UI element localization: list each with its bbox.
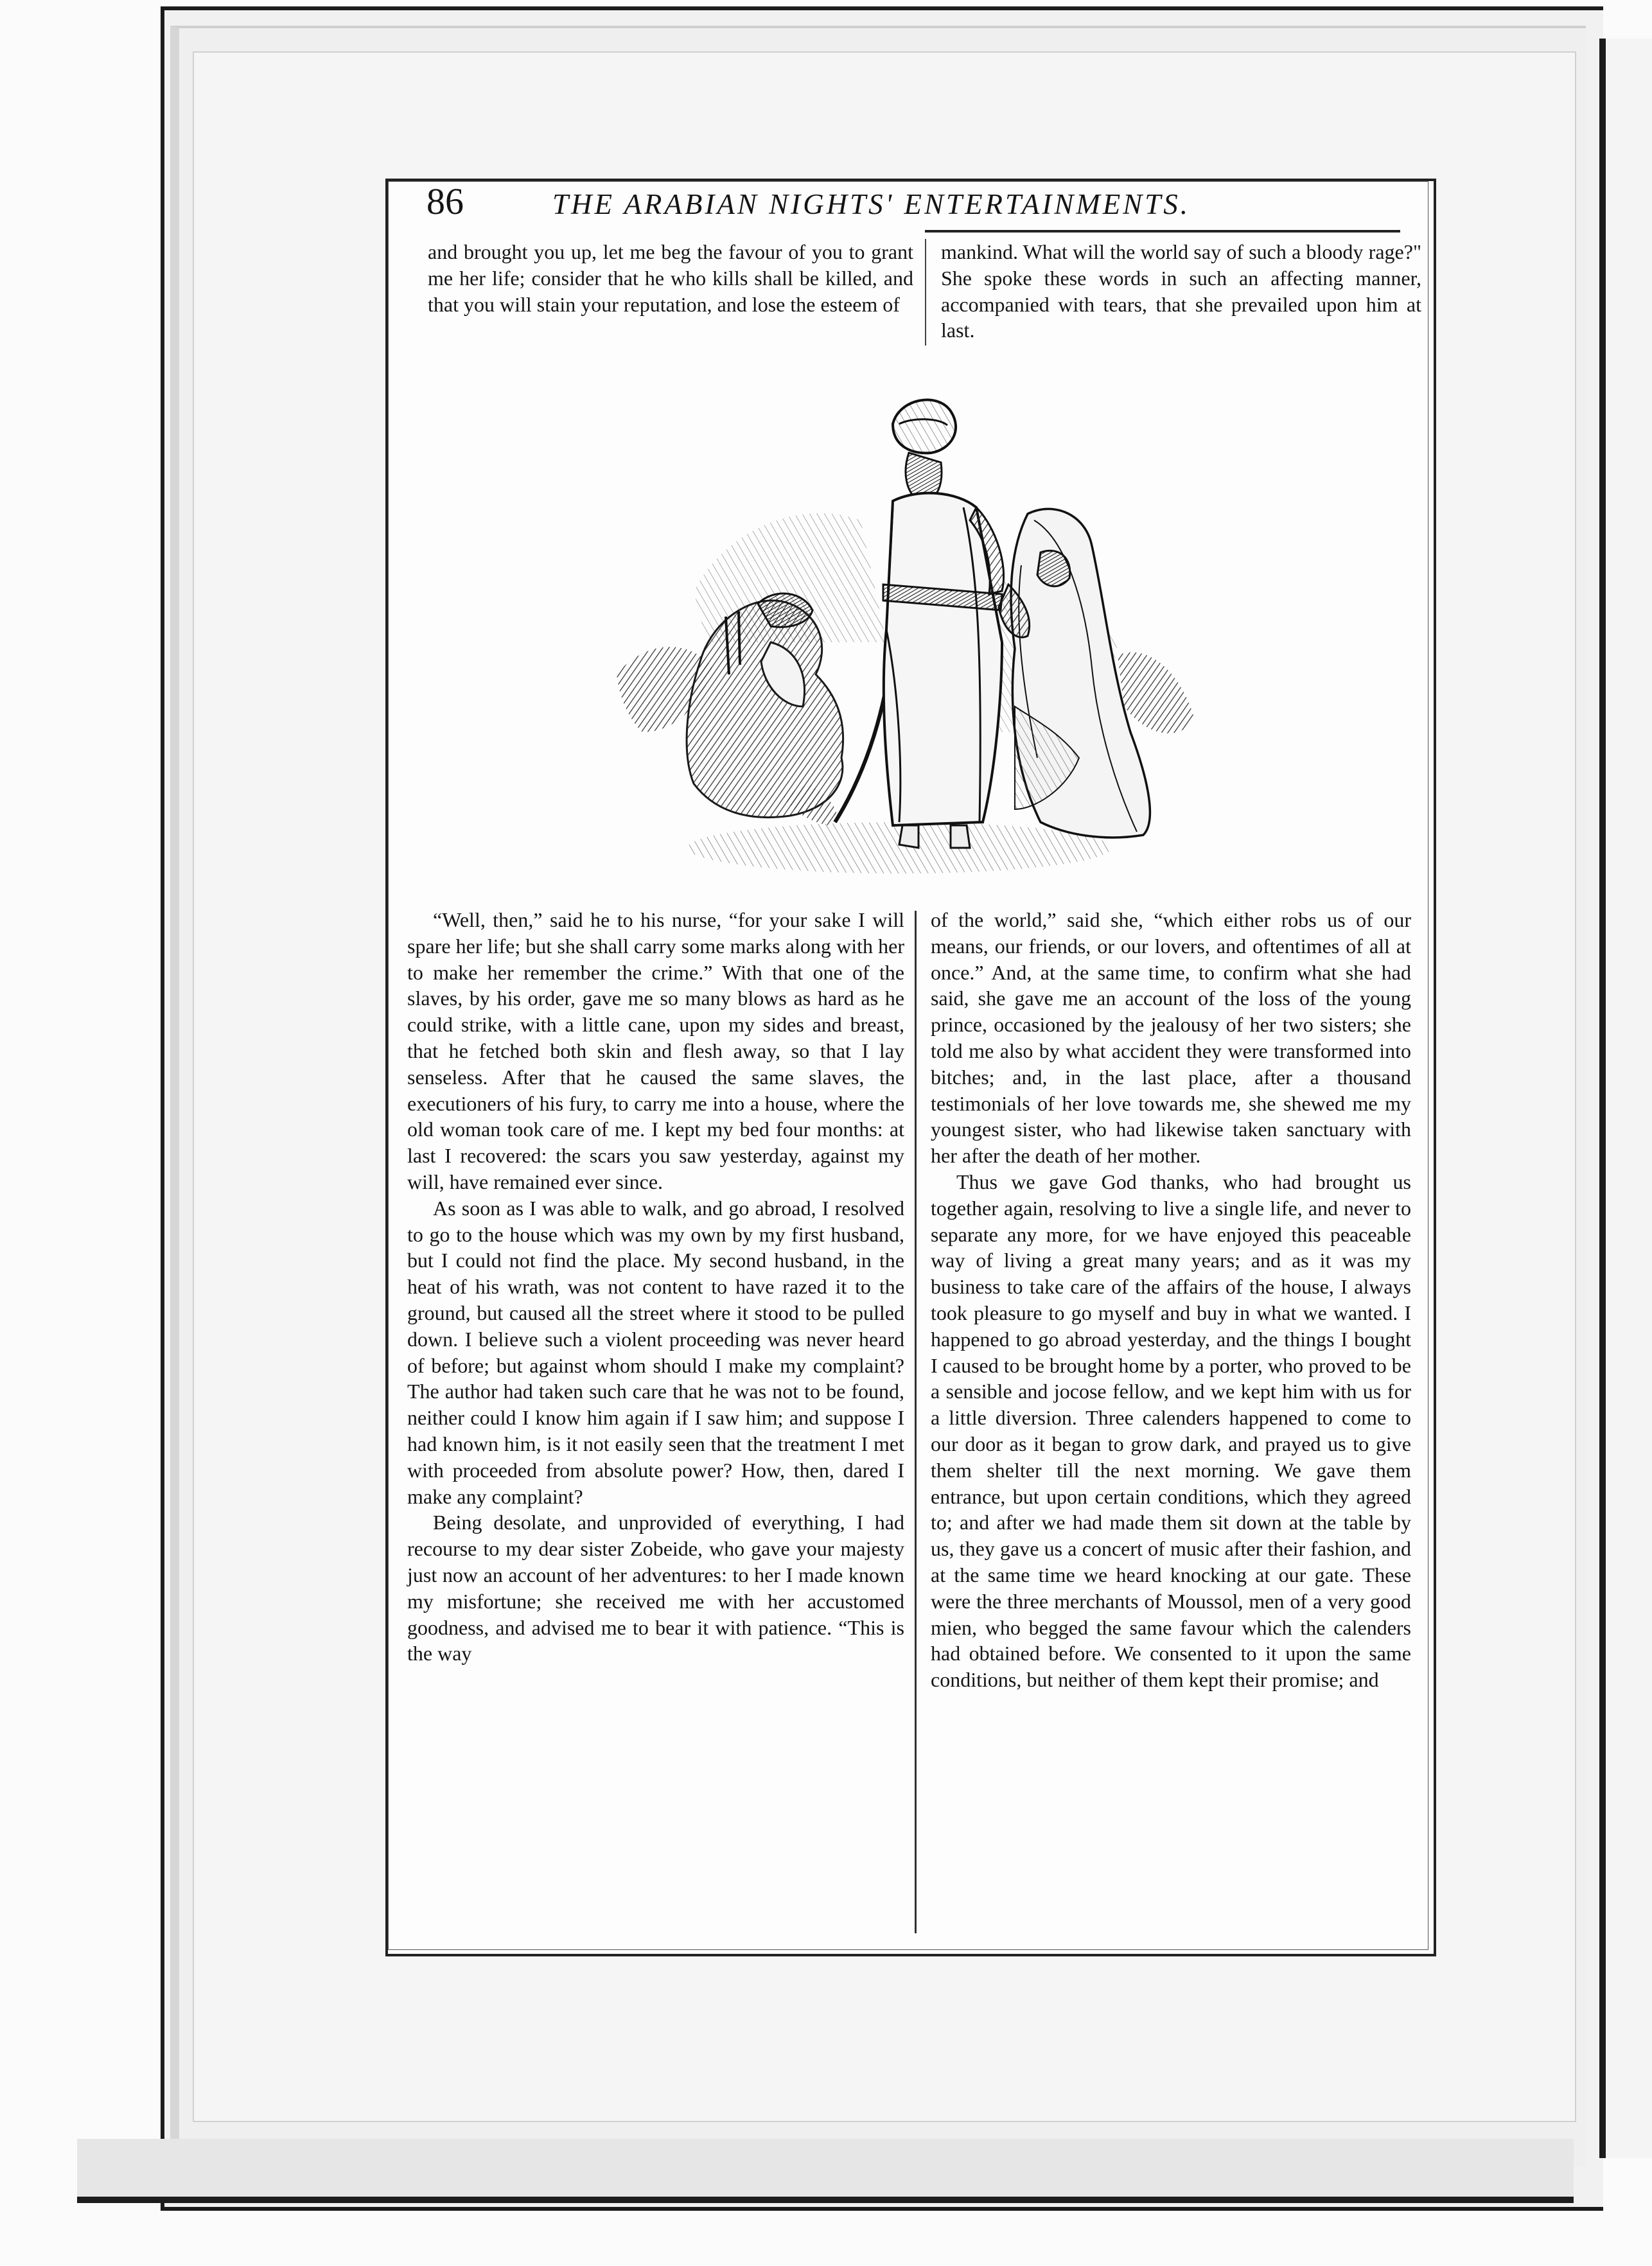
engraving-illustration-svg [617,373,1208,899]
paragraph: “Well, then,” said he to his nurse, “for your sake I will spare her life; but she shall carry some marks along with her to make her remember the crime.” With that one of the slaves, by his order, gave me so many blows as hard as he could strike, with a little cane, upon my sides and breast, that he fetched both skin and flesh away, so that I lay senseless. After that he caused the same slaves, the executioners of his fury, to carry me into a house, where the old woman took care of me. I kept my bed four months: at last I recovered: the scars you saw yesterday, against my will, have remained ever since. [407,908,904,1193]
top-right-column [941,239,1421,344]
facing-page-edge [1599,39,1652,2158]
engraving-illustration [617,373,1208,899]
paragraph: Being desolate, and unprovided of everything, I had recourse to my dear sister Zobeide, who gave your majesty just now an account of her adventures: to her I made known my misfortune; she received me with her accustomed goodness, and advised me to bear it with patience. “This is the way [407,1511,904,1665]
bottom-right-column [931,907,1411,1693]
paragraph: As soon as I was able to walk, and go abroad, I resolved to go to the house which was my own by my first husband, but I could not find the place. My second husband, in the heat of his wrath, was not content to have razed it to the ground, but caused all the street where it stood to be pulled down. I believe such a violent proceeding was never heard of before; but against whom should I make my complaint? The author had taken such care that he was not to be found, neither could I know him again if I saw him; and suppose I had known him, is it not easily seen that the treatment I met with proceeded from absolute power? How, then, dared I make any complaint? [407,1196,904,1508]
paragraph: of the world,” said she, “which either robs us of our means, our friends, or our lovers, and oftentimes of all at once.” And, at the same time, to confirm what she had said, she gave me an account of the loss of the young prince, occasioned by the jealousy of her two sisters; she told me also by what accident they were transformed into bitches; and, in the last place, after a thousand testimonials of her love towards me, she shewed me my youngest sister, who had likewise taken sanctuary with her after the death of her mother. [931,908,1411,1168]
page-number: 86 [426,180,464,222]
bottom-left-column [407,907,904,1667]
header-rule [925,230,1400,233]
paragraph: mankind. What will the world say of such a bloody rage?" She spoke these words in such an affecting manner, accompanied with tears, that she prevailed upon him at last. [941,240,1421,342]
column-divider-top [925,239,926,346]
running-title: THE ARABIAN NIGHTS' ENTERTAINMENTS. [552,188,1190,220]
book-bottom-edge [77,2139,1574,2203]
top-left-column [428,239,913,317]
page-header [426,179,1428,221]
paragraph: and brought you up, let me beg the favour of you to grant me her life; consider that he who kills shall be killed, and that you will stain your reputation, and lose the esteem of [428,240,913,316]
paragraph: Thus we gave God thanks, who had brought us together again, resolving to live a single life, and never to separate any more, for we have enjoyed this peaceable way of living a great many years; and as it was my business to take care of the affairs of the house, I always took pleasure to go myself and buy in what we wanted. I happened to go abroad yesterday, and the things I bought I caused to be brought home by a porter, who proved to be a sensible and jocose fellow, and we kept him with us for a little diversion. Three calenders happened to come to our door as it began to grow dark, and prayed us to give them shelter till the next morning. We gave them entrance, but upon certain conditions, which they agreed to; and after we had made them sit down at the table by us, they gave us a concert of music after their fashion, and at the same time we heard knocking at our gate. These were the three merchants of Moussol, men of a very good mien, who begged the same favour which the calenders had obtained before. We consented to it upon the same conditions, but neither of them kept their promise; and [931,1170,1411,1692]
column-divider-bottom [915,911,917,1933]
